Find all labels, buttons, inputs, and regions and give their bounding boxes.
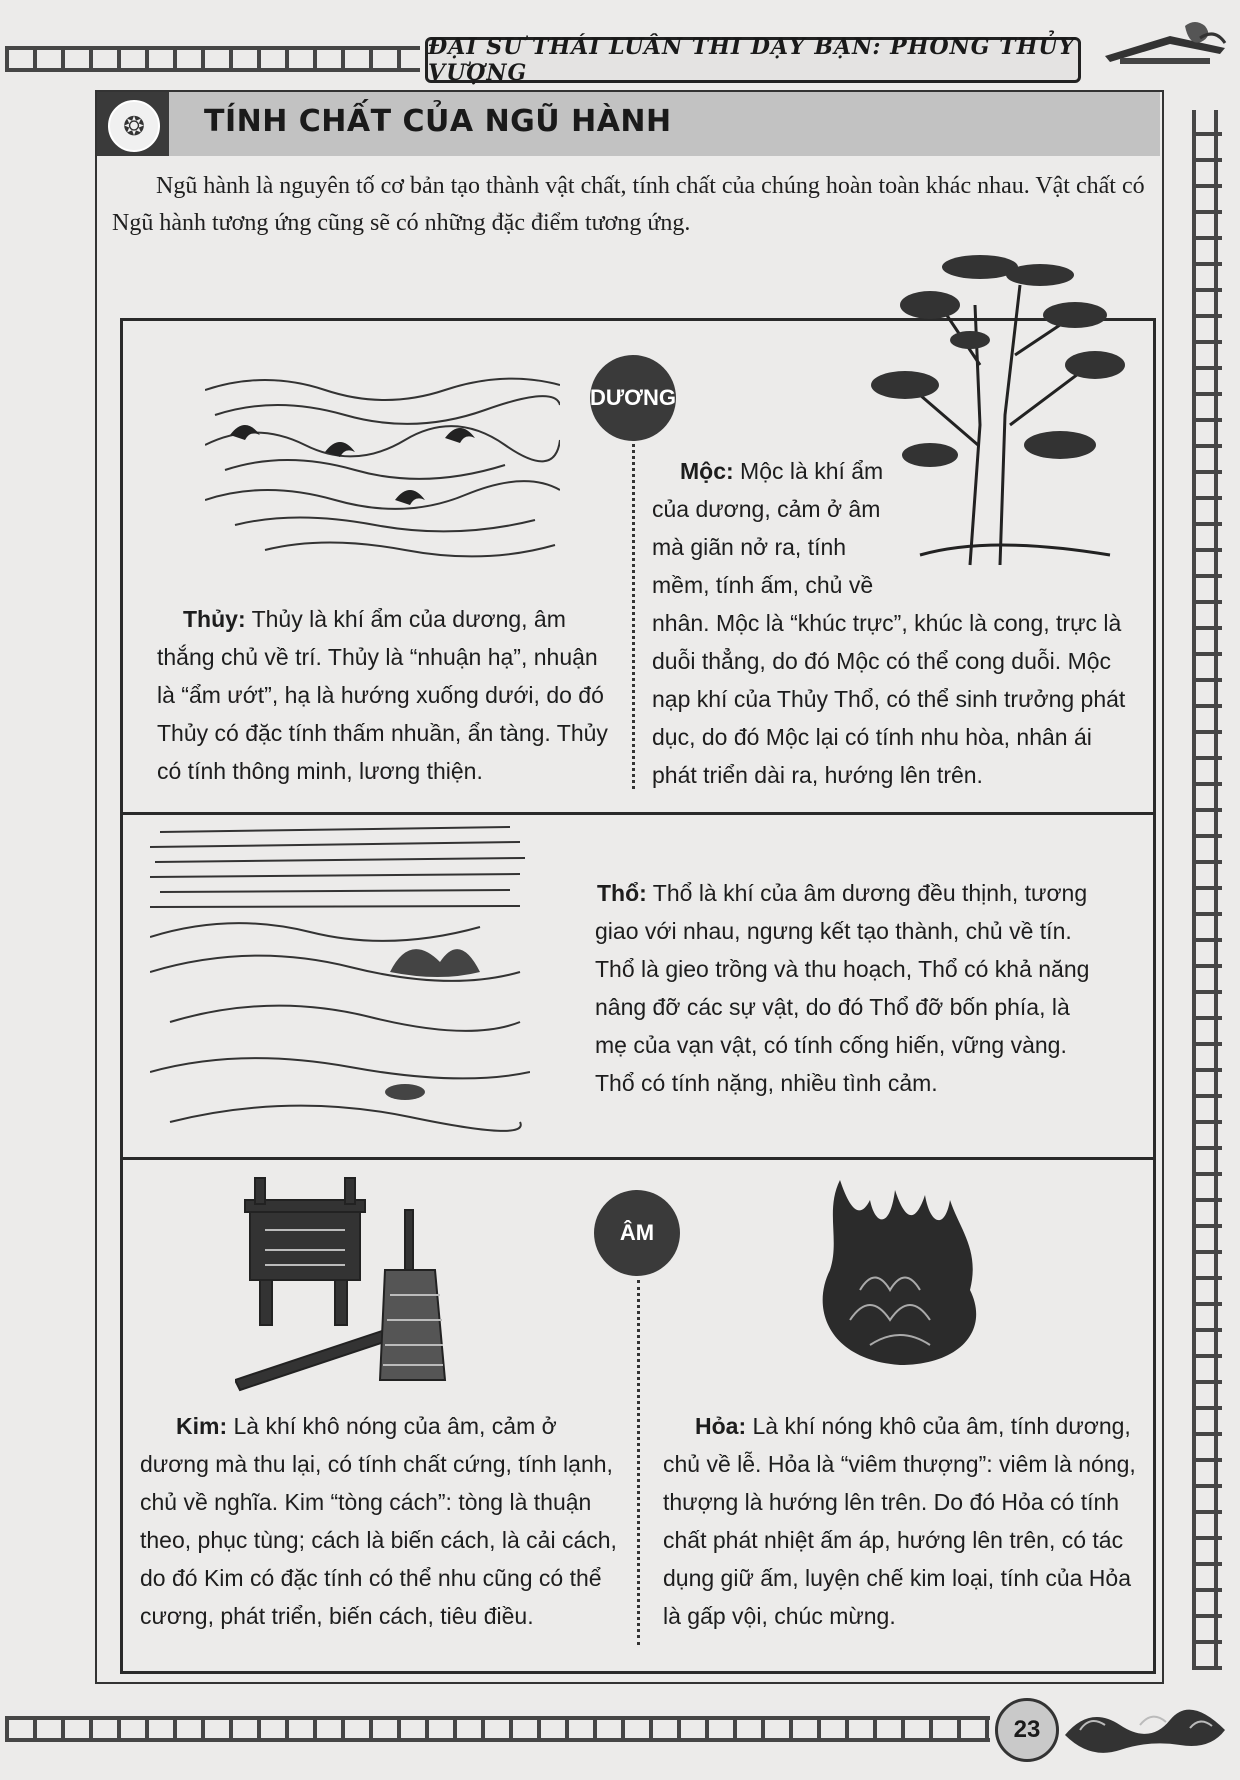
bottom-meander-border xyxy=(5,1716,990,1742)
am-badge: ÂM xyxy=(594,1190,680,1276)
row-divider-2 xyxy=(120,1157,1153,1160)
pavilion-illustration xyxy=(1100,18,1230,78)
duong-badge: DƯƠNG xyxy=(590,355,676,441)
thuy-paragraph xyxy=(157,600,612,790)
moc-paragraph xyxy=(652,452,1140,794)
dragon-illustration xyxy=(1060,1690,1235,1770)
hoa-text: Là khí nóng khô của âm, tính dương, chủ về lễ. Hỏa là “viêm thượng”: viêm là nóng, thượng là hướng lên trên. Do đó Hỏa có tính chất phát nhiệt ấm áp, hướng lên trên, có tác dụng giữ ấm, luyện chế kim loại, tính của Hỏa là gấp vội, chúc mừng. xyxy=(663,1413,1136,1629)
hills-illustration xyxy=(150,822,530,1140)
hoa-paragraph xyxy=(663,1407,1143,1635)
hoa-name: Hỏa: xyxy=(695,1413,747,1439)
header-banner: ĐẠI SƯ THÁI LUÂN THI DẠY BẠN: PHONG THỦY VƯỢNG xyxy=(425,37,1081,83)
kim-paragraph xyxy=(140,1407,620,1635)
section-title: TÍNH CHẤT CỦA NGŨ HÀNH xyxy=(204,104,672,139)
moc-name-inline: Mộc: xyxy=(680,458,734,484)
right-meander-border xyxy=(1192,110,1222,1670)
thuy-name: Thủy: xyxy=(183,606,246,632)
row-divider-1 xyxy=(120,812,1153,815)
tho-text: Thổ là khí của âm dương đều thịnh, tương giao với nhau, ngưng kết tạo thành, chủ về tín. Thổ là gieo trồng và thu hoạch, Thổ có khả năng nâng đỡ các sự vật, do đó Thổ đỡ bốn phía, là mẹ của vạn vật, có tính cống hiến, vững vàng. Thổ có tính nặng, nhiều tình cảm. xyxy=(595,880,1090,1096)
tho-name: Thổ: xyxy=(597,880,647,906)
thuy-text: Thủy là khí ẩm của dương, âm thắng chủ về trí. Thủy là “nhuận hạ”, nhuận là “ẩm ướt”, hạ là hướng xuống dưới, do đó Thủy có đặc tính thấm nhuần, ẩn tàng. Thủy có tính thông minh, lương thiện. xyxy=(157,606,608,784)
moc-text: Mộc là khí ẩm của dương, cảm ở âm mà giãn nở ra, tính mềm, tính ấm, chủ về nhân. Mộc là “khúc trực”, khúc là cong, trực là duỗi thẳng, do đó Mộc có thể cong duỗi. Mộc nạp khí của Thủy Thổ, có thể sinh trưởng phát dục, do đó Mộc lại có tính nhu hòa, nhân ái phát triển dài ra, hướng lên trên. xyxy=(652,458,1126,788)
intro-paragraph: Ngũ hành là nguyên tố cơ bản tạo thành vật chất, tính chất của chúng hoàn toàn khác nhau. Vật chất có Ngũ hành tương ứng cũng sẽ có những đặc điểm tương ứng. xyxy=(112,173,1145,236)
kim-text: Là khí khô nóng của âm, cảm ở dương mà thu lại, có tính chất cứng, tính lạnh, chủ về nghĩa. Kim “tòng cách”: tòng là thuận theo, phục tùng; cách là biến cách, là cải cách, do đó Kim có đặc tính có thể nhu cũng có thể cương, phát triển, biến cách, tiêu điều. xyxy=(140,1413,617,1629)
bottom-vertical-divider xyxy=(637,1280,640,1645)
kim-name: Kim: xyxy=(176,1413,228,1439)
tho-paragraph xyxy=(595,874,1100,1102)
moc-wrap-spacer xyxy=(885,452,1140,604)
waves-illustration xyxy=(205,360,560,560)
top-meander-border xyxy=(5,46,420,72)
bronze-vessel-illustration xyxy=(235,1170,475,1395)
top-vertical-divider xyxy=(632,444,635,789)
page-number: 23 xyxy=(995,1698,1059,1762)
flame-illustration xyxy=(800,1170,1000,1370)
dragon-emblem-icon: ❂ xyxy=(108,100,160,152)
